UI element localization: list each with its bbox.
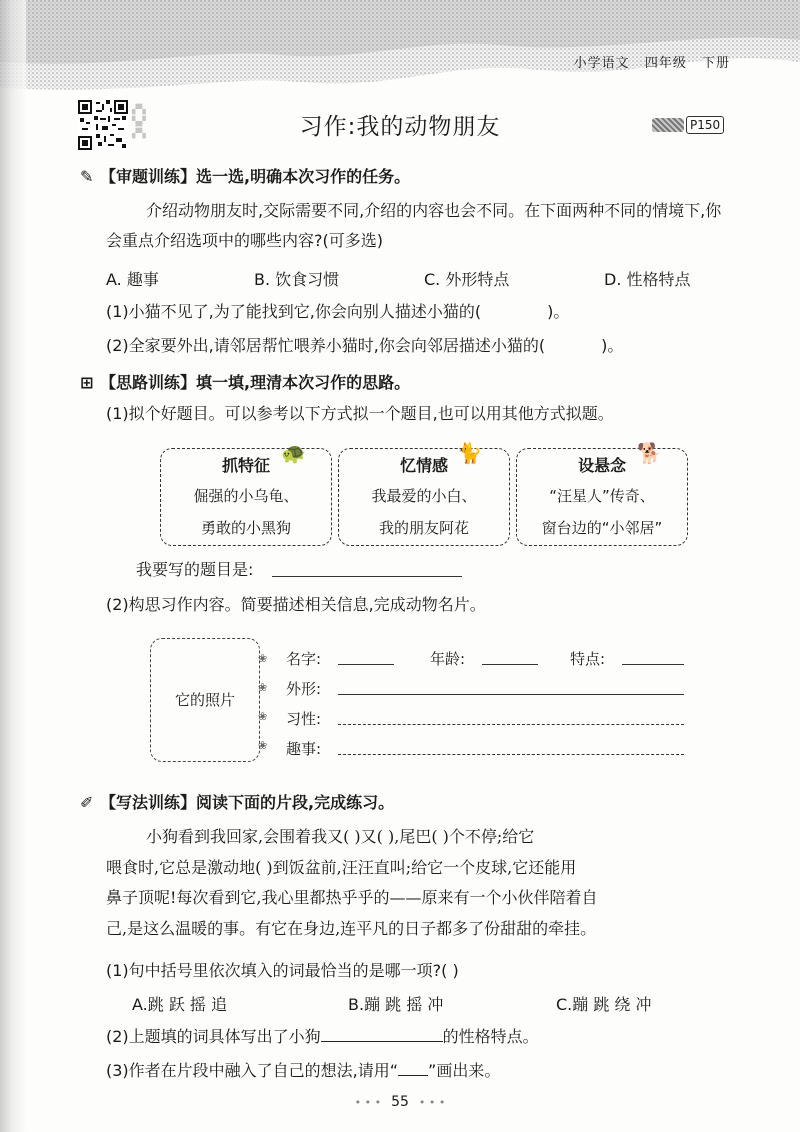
title-card-suspense-heading: 设悬念: [577, 456, 626, 475]
footer-dots-left: • • •: [354, 1096, 382, 1109]
title-card-feature-line-2: 勇敢的小黑狗: [200, 519, 291, 537]
review-question-2-text: (2)全家要外出,请邻居帮忙喂养小猫时,你会向邻居描述小猫的(: [106, 336, 546, 355]
reference-badge-texture: [652, 118, 684, 132]
grade-label: 四年级: [644, 56, 687, 71]
word-option-b[interactable]: B.蹦 跳 摇 冲: [348, 995, 444, 1014]
writing-question-3-text: (3)作者在片段中融入了自己的想法,请用“: [106, 1061, 399, 1080]
title-card-feature: [160, 441, 332, 546]
underline-sample: [398, 1061, 428, 1076]
reading-passage: [106, 822, 726, 944]
faded-stamp: ▞▚ ▚▞ ▞▚: [132, 105, 146, 139]
pen-icon: ✐: [80, 793, 94, 812]
section-thinking-heading: [80, 370, 410, 393]
map-icon: ⊞: [80, 373, 94, 392]
turtle-icon: 🐢: [281, 441, 306, 465]
appearance-input[interactable]: [338, 694, 684, 695]
option-b[interactable]: B. 饮食习惯: [254, 270, 340, 289]
section-review-heading: [80, 164, 410, 187]
section-review-intro: 介绍动物朋友时,交际需要不同,介绍的内容也会不同。在下面两种不同的情境下,你会重点介绍选项中的哪些内容?(可多选): [106, 201, 722, 250]
name-label: 名字:: [286, 650, 322, 668]
review-question-1: [106, 299, 569, 322]
fun-input[interactable]: [338, 754, 684, 755]
pencil-icon: ✎: [80, 167, 94, 186]
writing-question-3: [106, 1058, 500, 1081]
age-label: 年龄:: [430, 650, 466, 668]
word-option-c[interactable]: C.蹦 跳 绕 冲: [556, 995, 652, 1014]
section-review-options: [0, 267, 800, 291]
cat-icon: 🐈: [457, 441, 482, 465]
passage-line-3: 鼻子顶呢!每次看到它,我心里都热乎乎的——原来有一个小伙伴陪着自: [106, 888, 598, 907]
appearance-label: 外形:: [286, 680, 322, 698]
passage-line-2: 喂食时,它总是激动地( )到饭盆前,汪汪直叫;给它一个皮球,它还能用: [106, 857, 577, 877]
option-c[interactable]: C. 外形特点: [424, 270, 510, 289]
title-card-suspense: [516, 441, 688, 546]
title-card-suspense-line-2: 窗台边的“小邻居”: [541, 519, 663, 537]
writing-question-1-options: [0, 992, 800, 1016]
header-decoration: [0, 0, 800, 95]
section-review-title: 【审题训练】选一选,明确本次习作的任务。: [100, 167, 411, 186]
writing-question-2-end: 的性格特点。: [442, 1027, 539, 1046]
option-a[interactable]: A. 趣事: [106, 270, 159, 289]
writing-answer-2-blank[interactable]: [321, 1027, 443, 1042]
page-reference-badge: [652, 116, 722, 134]
word-option-a[interactable]: A.跳 跃 摇 追: [132, 995, 228, 1014]
writing-question-2-text: (2)上题填的词具体写出了小狗: [106, 1027, 321, 1046]
writing-question-3-end: ”画出来。: [428, 1061, 501, 1080]
page-edge-shadow: [0, 0, 26, 1132]
habit-input[interactable]: [338, 724, 684, 725]
name-input[interactable]: [338, 664, 394, 665]
page-title: 习作:我的动物朋友: [299, 114, 501, 140]
title-card-feature-heading: 抓特征: [221, 456, 270, 475]
animal-photo-box[interactable]: [150, 638, 260, 762]
writing-question-2: [106, 1024, 539, 1047]
page-reference: P150: [686, 116, 724, 134]
habit-label: 习性:: [286, 710, 322, 728]
section-writing-heading: [80, 790, 394, 813]
thinking-question-2: (2)构思习作内容。简要描述相关信息,完成动物名片。: [106, 595, 486, 614]
review-question-1-end: )。: [547, 302, 570, 321]
writing-question-1: (1)句中括号里依次填入的词最恰当的是哪一项?( ): [106, 961, 459, 980]
title-card-emotion-heading: 忆情感: [399, 456, 448, 475]
page-number: 55: [391, 1094, 409, 1110]
title-card-suspense-line-1: “汪星人”传奇、: [549, 487, 655, 505]
review-question-2: [106, 333, 623, 356]
thinking-question-1: (1)拟个好题目。可以参考以下方式拟一个题目,也可以用其他方式拟题。: [106, 404, 614, 423]
section-writing-title: 【写法训练】阅读下面的片段,完成练习。: [100, 793, 395, 812]
review-question-1-text: (1)小猫不见了,为了能找到它,你会向别人描述小猫的(: [106, 302, 482, 321]
my-title-label: 我要写的题目是:: [136, 560, 254, 579]
title-card-emotion: [338, 441, 510, 546]
fun-label: 趣事:: [286, 740, 322, 758]
volume-label: 下册: [701, 56, 730, 71]
my-title-input[interactable]: [272, 576, 462, 577]
subject-label: 小学语文: [573, 56, 630, 71]
title-card-emotion-line-1: 我最爱的小白、: [371, 487, 477, 505]
title-card-feature-line-1: 倔强的小乌龟、: [193, 487, 299, 505]
trait-input[interactable]: [622, 664, 684, 665]
paw-print-trail: ❀ ❀ ❀ ❀: [258, 652, 268, 752]
section-thinking-title: 【思路训练】填一填,理清本次习作的思路。: [100, 373, 411, 392]
page-footer: [0, 1094, 800, 1110]
dog-icon: 🐕: [637, 441, 662, 465]
age-input[interactable]: [482, 664, 538, 665]
review-question-2-end: )。: [601, 336, 624, 355]
header-meta: [564, 52, 730, 71]
option-d[interactable]: D. 性格特点: [604, 270, 691, 289]
title-card-emotion-line-2: 我的朋友阿花: [378, 519, 469, 537]
passage-line-4: 己,是这么温暖的事。有它在身边,连平凡的日子都多了份甜甜的牵挂。: [106, 918, 597, 938]
animal-photo-label: 它的照片: [174, 691, 235, 709]
passage-line-1: 小狗看到我回家,会围着我又( )又( ),尾巴( )个不停;给它: [146, 827, 535, 846]
trait-label: 特点:: [570, 650, 606, 668]
footer-dots-right: • • •: [418, 1096, 446, 1109]
